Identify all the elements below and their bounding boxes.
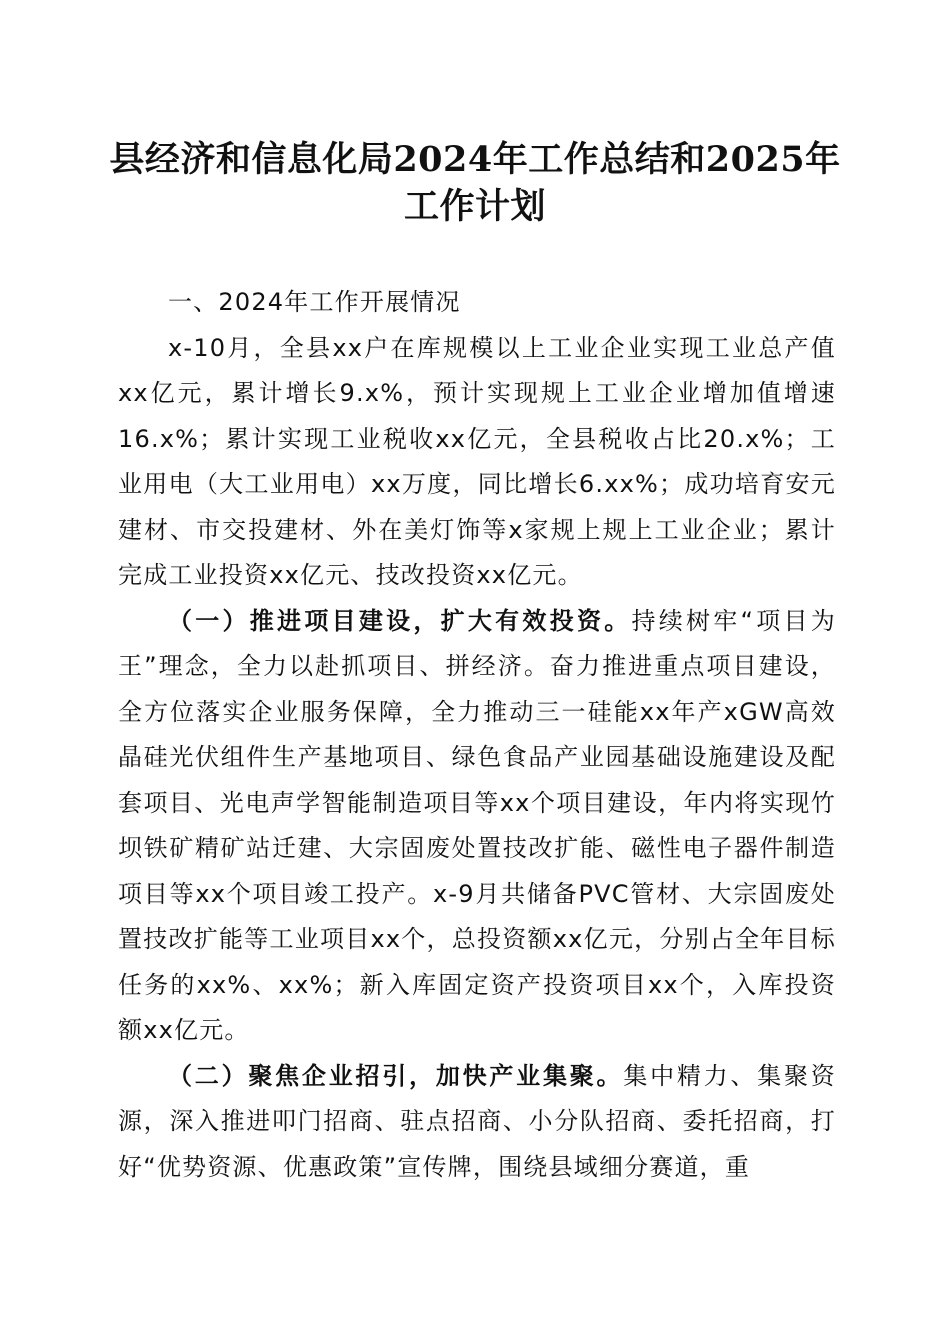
title-line-2: 工作计划 — [403, 186, 546, 227]
paragraph-body-1: 持续树牢“项目为王”理念，全力以赴抓项目、拼经济。奋力推进重点项目建设，全方位落实企业服务保障，全力推动三一硅能xx年产xGW高效晶硅光伏组件生产基地项目、绿色食品产业园基础设施建设及配套项目、光电声学智能制造项目等xx个项目建设，年内将实现竹坝铁矿精矿站迁建、大宗固废处置技改扩能、磁性电子器件制造项目等xx个项目竣工投产。x-9月共储备PVC管材、大宗固废处置技改扩能等工业项目xx个，总投资额xx亿元，分别占全年目标任务的xx%、xx%；新入库固定资产投资项目xx个，入库投资额xx亿元。 — [118, 606, 836, 1044]
document-body — [118, 280, 836, 1190]
paragraph-enterprise-attraction — [118, 1054, 836, 1191]
paragraph-overview: x-10月，全县xx户在库规模以上工业企业实现工业总产值xx亿元，累计增长9.x%，预计实现规上工业企业增加值增速16.x%；累计实现工业税收xx亿元，全县税收占比20.x%；工业用电（大工业用电）xx万度，同比增长6.xx%；成功培育安元建材、市交投建材、外在美灯饰等x家规上规上工业企业；累计完成工业投资xx亿元、技改投资xx亿元。 — [118, 333, 836, 589]
title-line-1: 县经济和信息化局2024年工作总结和2025年 — [109, 139, 841, 180]
paragraph-body-2: 集中精力、集聚资源，深入推进叩门招商、驻点招商、小分队招商、委托招商，打好“优势资源、优惠政策”宣传牌，围绕县域细分赛道，重 — [118, 1061, 836, 1181]
document-title — [100, 136, 850, 230]
subsection-heading-1: （一）推进项目建设，扩大有效投资。 — [168, 606, 632, 635]
subsection-heading-2: （二）聚焦企业招引，加快产业集聚。 — [168, 1061, 624, 1090]
section-heading-1: 一、2024年工作开展情况 — [168, 288, 461, 316]
paragraph-project-construction — [118, 599, 836, 1054]
